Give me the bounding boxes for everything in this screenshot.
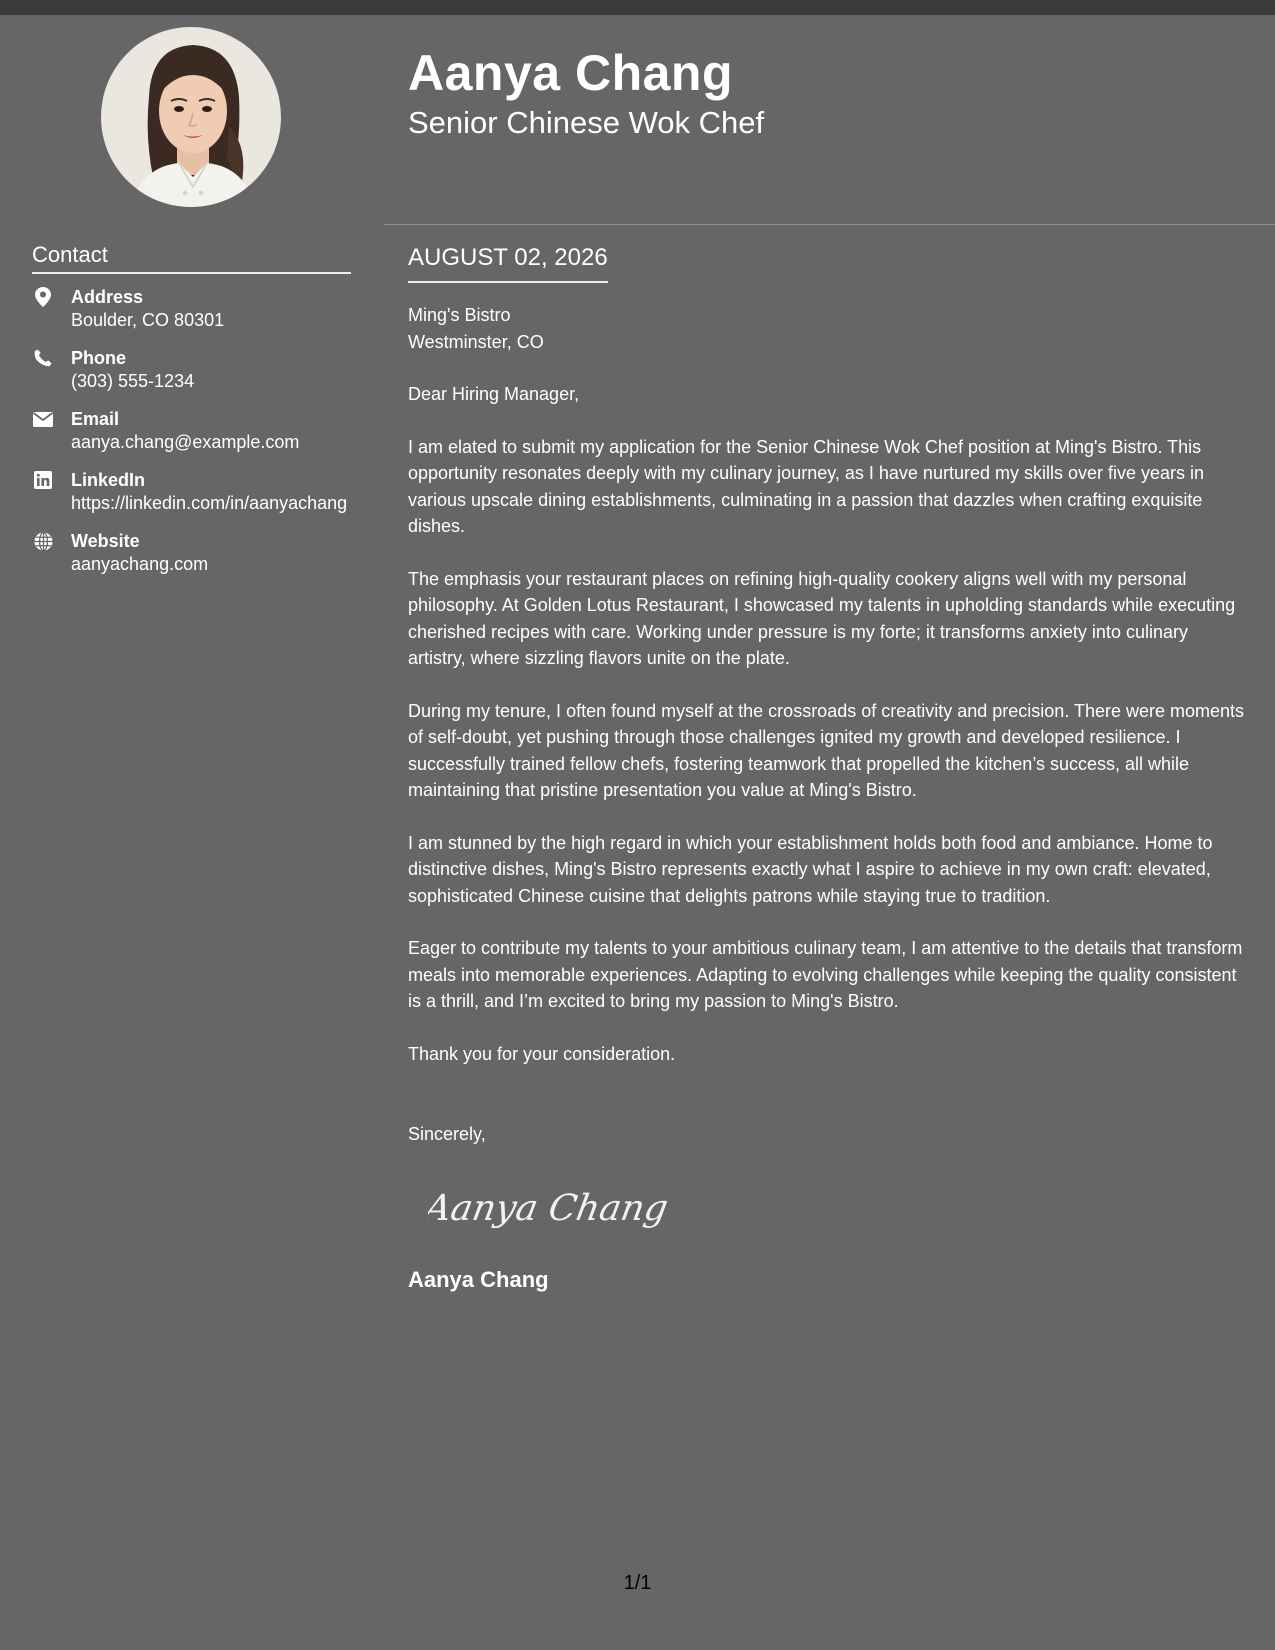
contact-list [32, 286, 362, 591]
contact-item-address [32, 286, 362, 333]
closing: Sincerely, [408, 1124, 486, 1144]
recipient-location: Westminster, CO [408, 331, 544, 352]
contact-label: Address [71, 287, 144, 307]
letter-paragraph: The emphasis your restaurant places on refining high-quality cookery aligns well with my personal philosophy. At Golden Lotus Restaurant, I showcased my talents in upholding standards while executing cherished recipes with care. Working under pressure is my forte; it transforms anxiety into culinary artistry, where sizzling flavors unite on the plate. [408, 568, 1236, 668]
letter-paragraph: Thank you for your consideration. [408, 1043, 676, 1064]
contact-label: Website [71, 531, 140, 551]
contact-item-website [32, 530, 362, 577]
signature-text: Aanya Chang [428, 1186, 668, 1229]
signature [428, 1170, 668, 1240]
signature-image [428, 1170, 668, 1240]
contact-item-phone [32, 347, 362, 394]
linkedin-link[interactable]: https://linkedin.com/in/aanyachang [71, 493, 348, 513]
recipient-company: Ming's Bistro [408, 305, 511, 325]
contact-value: Boulder, CO 80301 [71, 310, 225, 330]
website-link[interactable]: aanyachang.com [71, 554, 209, 574]
letter-date: AUGUST 02, 2026 [408, 243, 608, 283]
letter-paragraph: I am stunned by the high regard in which your establishment holds both food and ambiance. Home to distinctive dishes, Ming's Bistro represents exactly what I aspire to achieve in my own craft: elevated, sophisticated Chinese cuisine that delights patrons while staying true to tradition. [408, 832, 1213, 906]
letter-paragraph: During my tenure, I often found myself at the crossroads of creativity and precision. There were moments of self-doubt, yet pushing through those challenges ignited my growth and developed resilience. I successfully trained fellow chefs, fostering teamwork that propelled the kitchen’s success, all while maintaining that pristine presentation you value at Ming's Bistro. [408, 700, 1245, 800]
contact-item-email [32, 408, 362, 455]
contact-label: Email [71, 409, 120, 429]
recipient-block [408, 302, 1250, 355]
contact-label: Phone [71, 348, 127, 368]
contact-item-linkedin [32, 469, 362, 516]
applicant-name: Aanya Chang [408, 45, 734, 101]
signed-name: Aanya Chang [408, 1267, 549, 1292]
letter-paragraph: Eager to contribute my talents to your ambitious culinary team, I am attentive to the details that transform meals into memorable experiences. Adapting to evolving challenges while keeping the quality consistent is a thrill, and I’m excited to bring my passion to Ming's Bistro. [408, 938, 1243, 1011]
avatar [101, 27, 281, 207]
header-divider [384, 224, 1275, 225]
contact-label: LinkedIn [71, 470, 146, 490]
letter-body [408, 302, 1250, 1093]
location-pin-icon [32, 286, 54, 308]
linkedin-icon [32, 469, 54, 491]
phone-icon [32, 347, 54, 369]
contact-value: (303) 555-1234 [71, 371, 195, 391]
salutation: Dear Hiring Manager, [408, 384, 580, 404]
contact-heading: Contact [32, 240, 351, 274]
top-bar [0, 0, 1275, 15]
applicant-role: Senior Chinese Wok Chef [408, 105, 765, 140]
email-link[interactable]: aanya.chang@example.com [71, 432, 300, 452]
portrait-image [101, 27, 281, 207]
letter-paragraph: I am elated to submit my application for the Senior Chinese Wok Chef position at Ming's Bistro. This opportunity resonates deeply with my culinary journey, as I have nurtured my skills over five years in various upscale dining establishments, culminating in a passion that dazzles when crafting exquisite dishes. [408, 436, 1205, 536]
globe-icon [32, 530, 54, 552]
envelope-icon [32, 408, 54, 430]
page-number: 1/1 [623, 1572, 652, 1594]
